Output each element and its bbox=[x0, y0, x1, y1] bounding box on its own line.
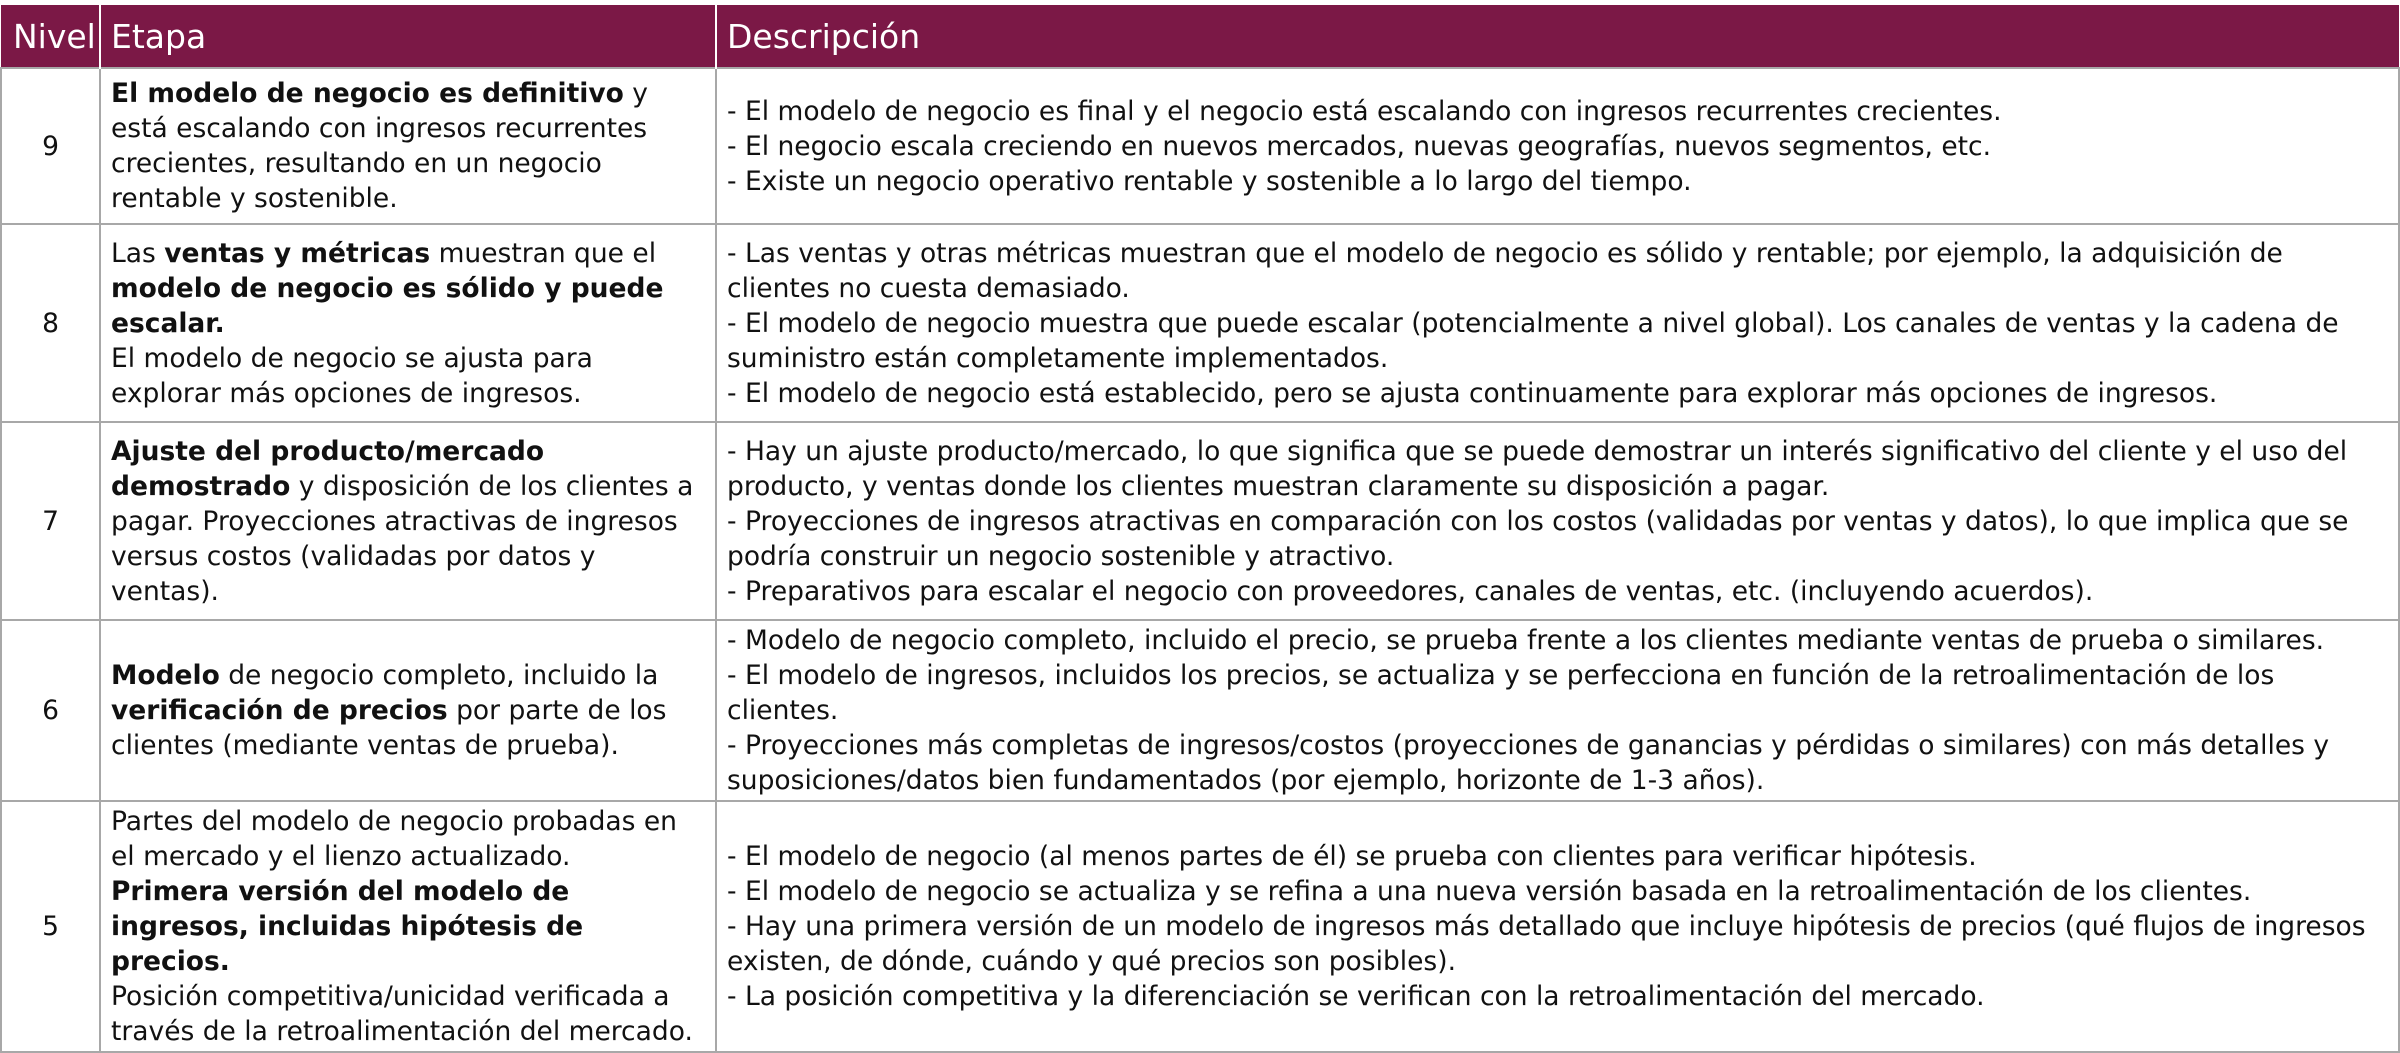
stage-text: por parte de los clientes (mediante ventas de prueba). bbox=[111, 695, 667, 761]
description-line: - El modelo de negocio es final y el negocio está escalando con ingresos recurrentes crecientes. bbox=[727, 95, 2002, 127]
stage-text: Primera versión del modelo de ingresos, incluidas hipótesis de precios. bbox=[111, 876, 584, 977]
table-row bbox=[1, 422, 2399, 620]
stage-cell bbox=[100, 422, 716, 620]
stage-cell bbox=[100, 801, 716, 1052]
level-cell: 5 bbox=[1, 801, 100, 1052]
stage-text: muestran que el bbox=[430, 237, 657, 269]
description-cell bbox=[716, 224, 2399, 422]
business-model-readiness-table bbox=[0, 5, 2400, 1053]
stage-text: modelo de negocio es sólido y puede escalar. bbox=[111, 272, 664, 339]
description-line: - El modelo de negocio se actualiza y se refina a una nueva versión basada en la retroalimentación de los clientes. bbox=[727, 876, 2252, 907]
header-level: Nivel bbox=[1, 5, 100, 68]
level-cell: 8 bbox=[1, 224, 100, 422]
table-row bbox=[1, 801, 2399, 1052]
stage-text: Partes del modelo de negocio probadas en el mercado y el lienzo actualizado. bbox=[111, 806, 677, 872]
stage-text: El modelo de negocio se ajusta para explorar más opciones de ingresos. bbox=[111, 342, 593, 409]
description-line: - Hay un ajuste producto/mercado, lo que significa que se puede demostrar un interés significativo del cliente y el uso del producto, y ventas donde los clientes muestran claramente su disposición a pagar. bbox=[727, 435, 2348, 502]
table-row bbox=[1, 224, 2399, 422]
table-header-row bbox=[1, 5, 2399, 68]
table-row bbox=[1, 68, 2399, 224]
description-cell bbox=[716, 422, 2399, 620]
stage-text: Modelo bbox=[111, 660, 220, 691]
stage-cell bbox=[100, 224, 716, 422]
header-description: Descripción bbox=[716, 5, 2399, 68]
header-stage: Etapa bbox=[100, 5, 716, 68]
description-line: - Preparativos para escalar el negocio con proveedores, canales de ventas, etc. (incluyendo acuerdos). bbox=[727, 575, 2094, 607]
description-line: - Las ventas y otras métricas muestran que el modelo de negocio es sólido y rentable; por ejemplo, la adquisición de clientes no cuesta demasiado. bbox=[727, 237, 2283, 304]
stage-text: de negocio completo, incluido la bbox=[219, 660, 659, 691]
description-line: - El modelo de negocio está establecido, pero se ajusta continuamente para explorar más opciones de ingresos. bbox=[727, 377, 2218, 409]
stage-text: verificación de precios bbox=[111, 695, 448, 726]
description-line: - El modelo de negocio muestra que puede escalar (potencialmente a nivel global). Los canales de ventas y la cadena de suministro están completamente implementados. bbox=[727, 307, 2339, 374]
level-cell: 6 bbox=[1, 620, 100, 801]
description-cell bbox=[716, 620, 2399, 801]
stage-text: Ajuste del producto/mercado demostrado bbox=[111, 435, 545, 502]
stage-cell bbox=[100, 620, 716, 801]
description-line: - Proyecciones más completas de ingresos/costos (proyecciones de ganancias y pérdidas o similares) con más detalles y suposiciones/datos bien fundamentados (por ejemplo, horizonte de 1-3 años). bbox=[727, 730, 2330, 796]
stage-text: Las bbox=[111, 237, 165, 269]
level-cell: 7 bbox=[1, 422, 100, 620]
description-line: - El modelo de ingresos, incluidos los precios, se actualiza y se perfecciona en función de la retroalimentación de los clientes. bbox=[727, 660, 2275, 726]
description-line: - El modelo de negocio (al menos partes de él) se prueba con clientes para verificar hipótesis. bbox=[727, 841, 1977, 872]
stage-cell bbox=[100, 68, 716, 224]
stage-text: y está escalando con ingresos recurrentes crecientes, resultando en un negocio rentable y sostenible. bbox=[111, 78, 648, 214]
description-line: - Proyecciones de ingresos atractivas en comparación con los costos (validadas por ventas y datos), lo que implica que se podría construir un negocio sostenible y atractivo. bbox=[727, 505, 2349, 572]
description-line: - La posición competitiva y la diferenciación se verifican con la retroalimentación del mercado. bbox=[727, 981, 1985, 1012]
description-cell bbox=[716, 801, 2399, 1052]
description-line: - Modelo de negocio completo, incluido el precio, se prueba frente a los clientes mediante ventas de prueba o similares. bbox=[727, 625, 2325, 656]
stage-text: El modelo de negocio es definitivo bbox=[111, 78, 624, 109]
stage-text: ventas y métricas bbox=[164, 237, 431, 269]
stage-text: y disposición de los clientes a pagar. Proyecciones atractivas de ingresos versus costos (validadas por datos y ventas). bbox=[111, 470, 694, 607]
description-line: - Existe un negocio operativo rentable y sostenible a lo largo del tiempo. bbox=[727, 165, 1692, 197]
stage-text: Posición competitiva/unicidad verificada a través de la retroalimentación del mercado. bbox=[111, 981, 693, 1047]
level-cell: 9 bbox=[1, 68, 100, 224]
table-row bbox=[1, 620, 2399, 801]
description-line: - El negocio escala creciendo en nuevos mercados, nuevas geografías, nuevos segmentos, etc. bbox=[727, 130, 1992, 162]
description-line: - Hay una primera versión de un modelo de ingresos más detallado que incluye hipótesis de precios (qué flujos de ingresos existen, de dónde, cuándo y qué precios son posibles). bbox=[727, 911, 2366, 977]
description-cell bbox=[716, 68, 2399, 224]
